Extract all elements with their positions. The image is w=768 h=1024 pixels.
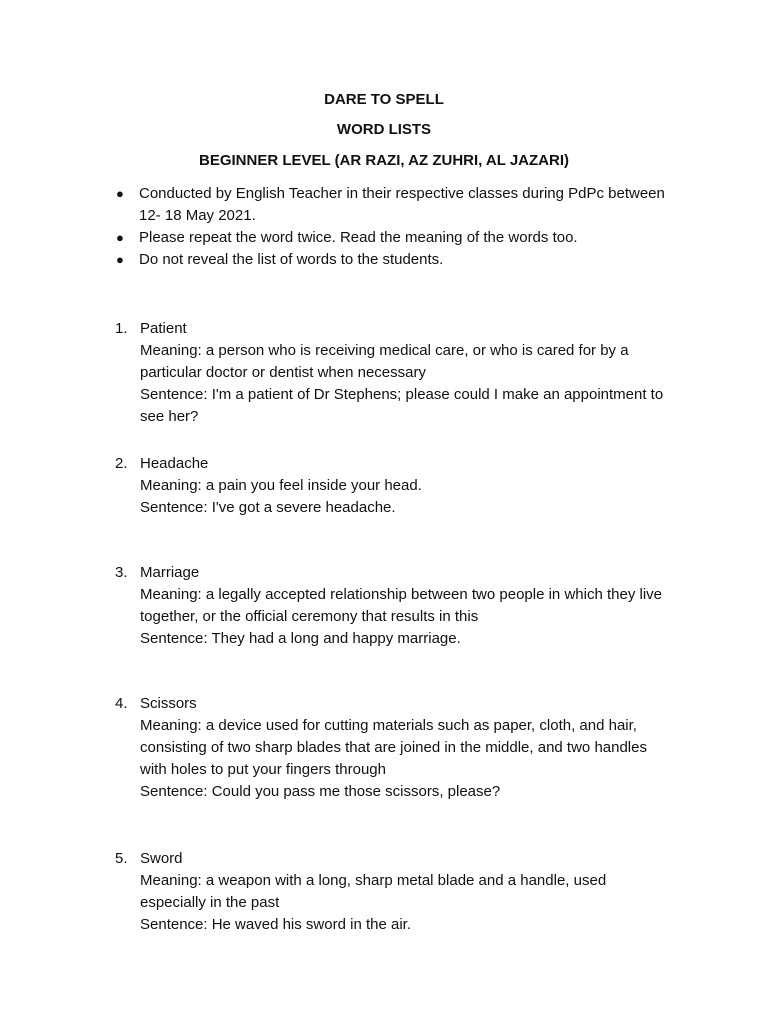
- word-term: Headache: [140, 455, 209, 472]
- word-number: 1.: [115, 320, 128, 337]
- word-term: Patient: [140, 320, 187, 337]
- word-entry: [115, 562, 675, 650]
- word-term: Marriage: [140, 564, 200, 581]
- bullet-icon: ●: [116, 230, 124, 245]
- word-entry: [115, 693, 675, 803]
- instruction-item: [112, 249, 672, 271]
- instruction-list: [112, 183, 672, 271]
- document-subtitle: WORD LISTS: [336, 121, 432, 138]
- word-sentence: Sentence: They had a long and happy marriage.: [140, 630, 461, 647]
- word-sentence: Sentence: He waved his sword in the air.: [140, 916, 411, 933]
- instruction-item: [112, 227, 672, 249]
- word-entry: [115, 453, 675, 519]
- word-sentence: Sentence: Could you pass me those scissors, please?: [140, 783, 501, 800]
- instruction-item: [112, 183, 672, 227]
- word-meaning: Meaning: a pain you feel inside your head.: [140, 477, 422, 494]
- word-meaning: Meaning: a device used for cutting materials such as paper, cloth, and hair, consisting of two sharp blades that are joined in the middle, and two handles with holes to put your fingers through: [140, 717, 647, 778]
- word-term: Sword: [140, 850, 183, 867]
- bullet-icon: ●: [116, 252, 124, 267]
- word-meaning: Meaning: a legally accepted relationship between two people in which they live together, or the official ceremony that results in this: [140, 586, 662, 625]
- word-entry: [115, 318, 675, 428]
- word-sentence: Sentence: I've got a severe headache.: [140, 499, 396, 516]
- word-meaning: Meaning: a weapon with a long, sharp metal blade and a handle, used especially in the past: [140, 872, 607, 911]
- word-number: 4.: [115, 695, 128, 712]
- word-sentence: Sentence: I'm a patient of Dr Stephens; please could I make an appointment to see her?: [140, 386, 664, 425]
- word-number: 2.: [115, 455, 128, 472]
- instruction-text: Do not reveal the list of words to the students.: [139, 251, 444, 268]
- document-title: DARE TO SPELL: [324, 91, 444, 108]
- word-number: 3.: [115, 564, 128, 581]
- word-meaning: Meaning: a person who is receiving medical care, or who is cared for by a particular doctor or dentist when necessary: [140, 342, 629, 381]
- instruction-text: Please repeat the word twice. Read the meaning of the words too.: [139, 229, 578, 246]
- word-entry: [115, 848, 675, 936]
- word-term: Scissors: [140, 695, 197, 712]
- instruction-text: Conducted by English Teacher in their respective classes during PdPc between 12- 18 May 2021.: [139, 185, 665, 224]
- word-number: 5.: [115, 850, 128, 867]
- bullet-icon: ●: [116, 186, 124, 201]
- level-heading: BEGINNER LEVEL (AR RAZI, AZ ZUHRI, AL JAZARI): [198, 152, 569, 169]
